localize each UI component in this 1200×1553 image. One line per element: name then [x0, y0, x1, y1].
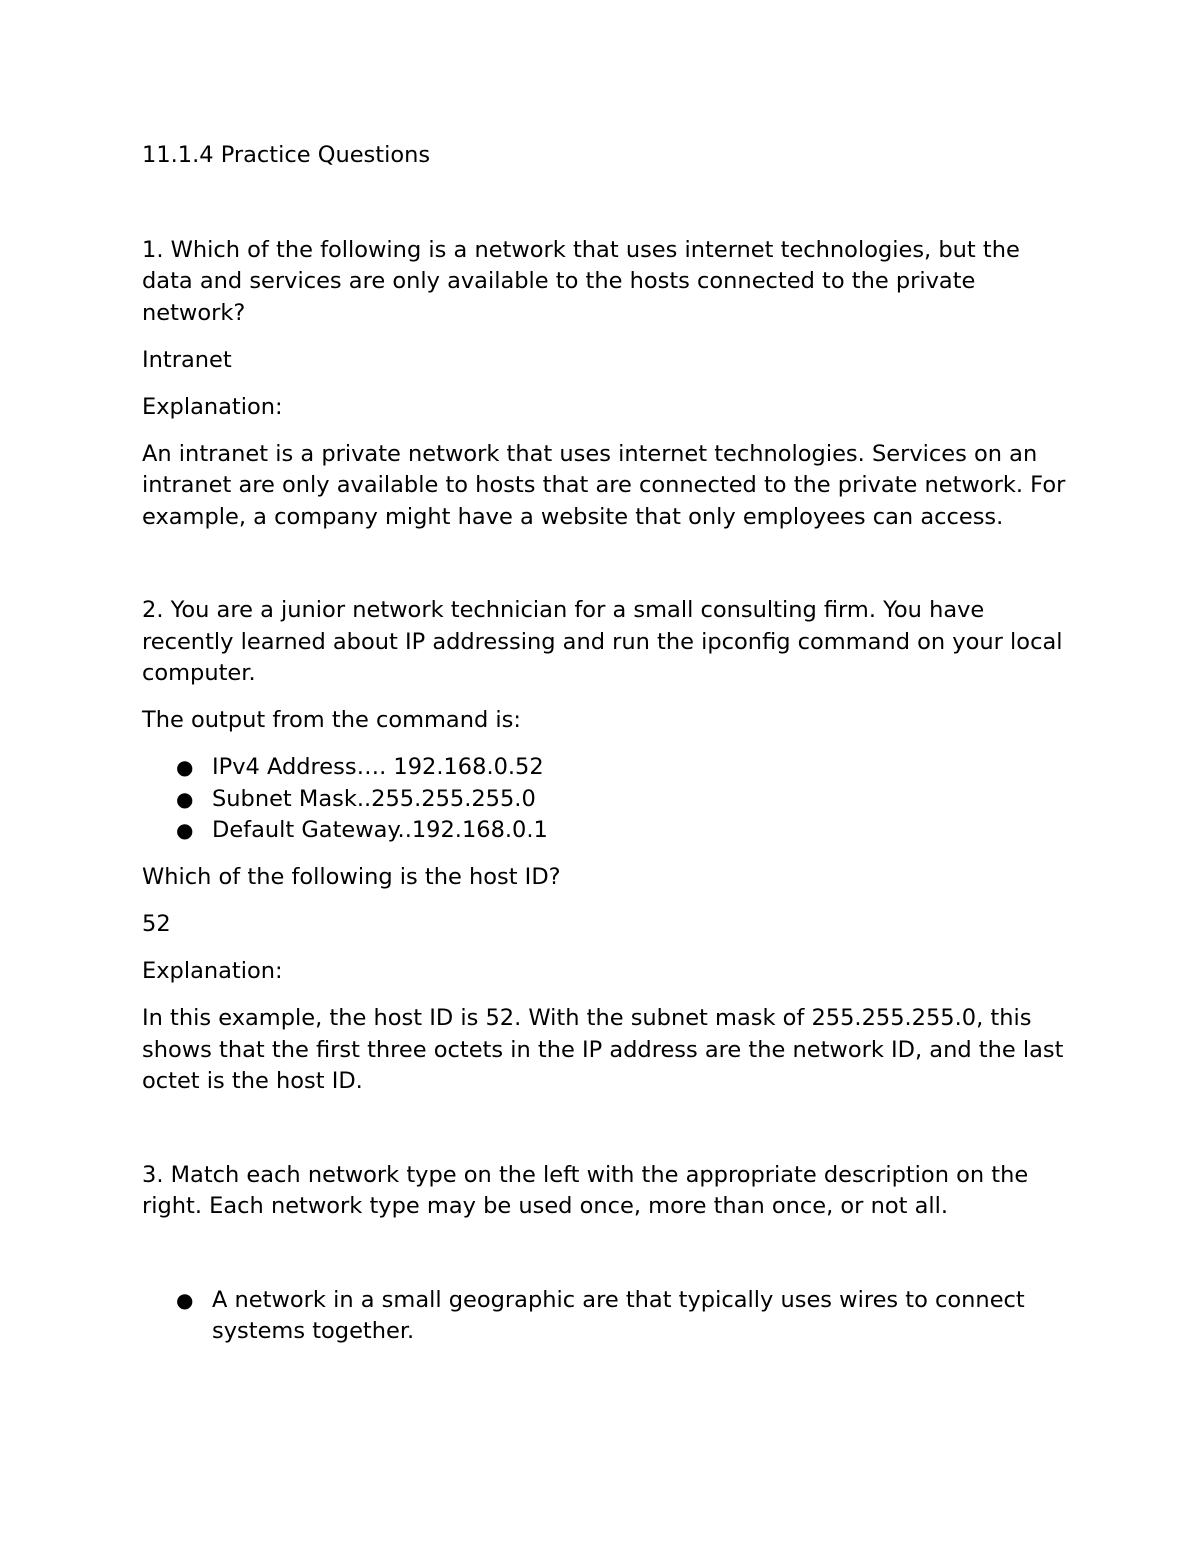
bullet-icon: ●: [176, 818, 194, 842]
page-title: 11.1.4 Practice Questions: [142, 142, 431, 168]
bullet-icon: ●: [176, 755, 194, 779]
list-item: [142, 784, 1072, 816]
question-2-prompt: Which of the following is the host ID?: [142, 864, 561, 890]
subnet-mask-line: Subnet Mask..255.255.255.0: [212, 785, 536, 812]
question-2-output-intro: The output from the command is:: [142, 707, 521, 733]
network-description-list: [142, 1285, 1072, 1348]
default-gateway-line: Default Gateway..192.168.0.1: [212, 817, 548, 843]
question-2-answer: 52: [142, 911, 171, 937]
ipconfig-output-list: [142, 752, 1072, 847]
description-item: A network in a small geographic are that typically uses wires to connect systems together.: [212, 1286, 1025, 1344]
bullet-icon: ●: [176, 1287, 194, 1312]
question-2-explanation-label: Explanation:: [142, 958, 283, 984]
list-item: [142, 752, 1072, 784]
question-1: [142, 235, 1072, 534]
list-item: [142, 1285, 1072, 1348]
bullet-icon: ●: [176, 786, 194, 811]
question-1-explanation: An intranet is a private network that uses internet technologies. Services on an intranet are only available to hosts that are connected to the private network. For example, a company might have a website that only employees can access.: [142, 440, 1066, 530]
ipv4-address-line: IPv4 Address…. 192.168.0.52: [212, 754, 544, 780]
question-1-explanation-label: Explanation:: [142, 393, 283, 420]
question-2-text: 2. You are a junior network technician for a small consulting firm. You have recently learned about IP addressing and run the ipconfig command on your local computer.: [142, 597, 1063, 686]
question-2-explanation: In this example, the host ID is 52. With the subnet mask of 255.255.255.0, this shows that the first three octets in the IP address are the network ID, and the last octet is the host ID.: [142, 1005, 1064, 1094]
question-3: [142, 1160, 1072, 1348]
list-item: [142, 815, 1072, 847]
question-3-text: 3. Match each network type on the left with the appropriate description on the right. Each network type may be used once, more than once, or not all.: [142, 1161, 1029, 1219]
question-1-text: 1. Which of the following is a network that uses internet technologies, but the data and services are only available to the hosts connected to the private network?: [142, 236, 1020, 326]
question-1-answer: Intranet: [142, 346, 232, 373]
document-page: [142, 140, 1072, 1363]
question-2: [142, 595, 1072, 1098]
